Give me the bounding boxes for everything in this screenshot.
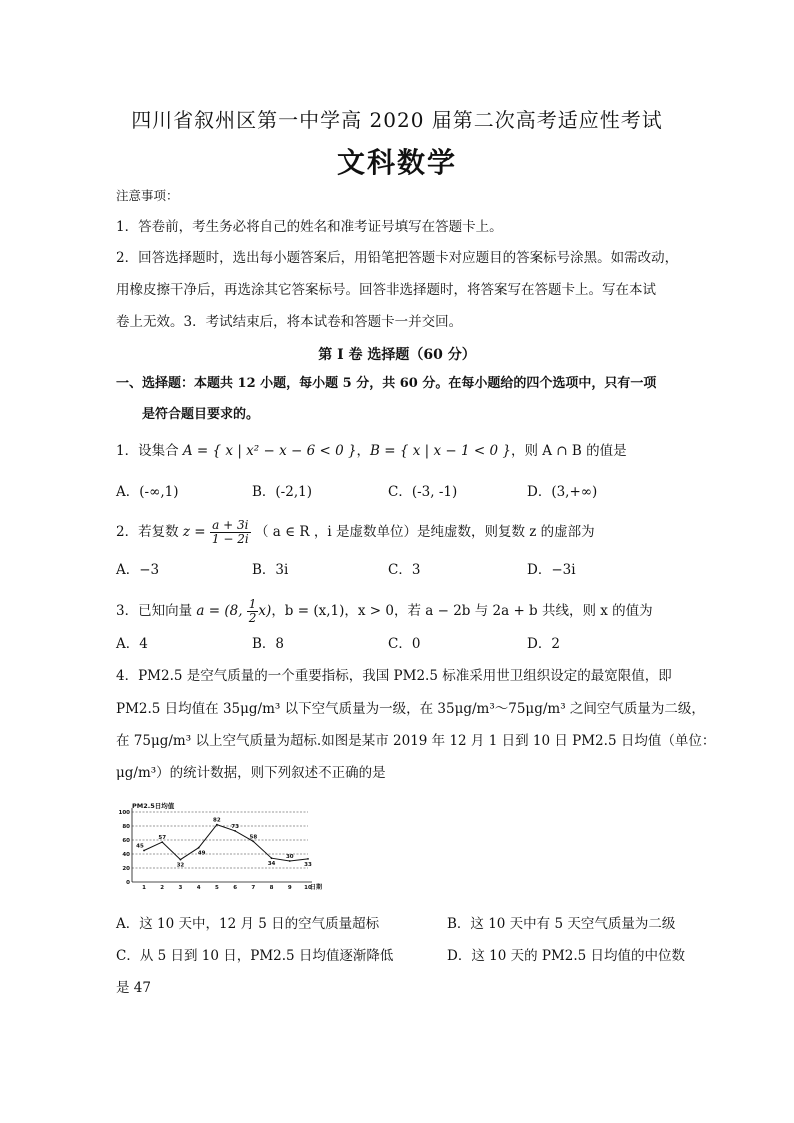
question-1 (116, 442, 627, 460)
x-tick-label: 6 (233, 885, 238, 891)
data-label: 34 (267, 861, 276, 868)
x-tick-label: 7 (251, 885, 256, 891)
data-point (234, 830, 236, 832)
x-tick-label: 4 (196, 885, 201, 891)
x-tick-label: 5 (214, 885, 219, 891)
question-4-line-4: μg/m³）的统计数据，则下列叙述不正确的是 (116, 765, 386, 781)
q2-prefix: 2．若复数 (116, 524, 179, 540)
q4-option-c[interactable]: C．从 5 日到 10 日，PM2.5 日均值逐渐降低 (116, 948, 394, 964)
q2-denominator: 1 − 2i (211, 532, 249, 546)
q1-set-a: A = { x | x² − x − 6 < 0 } (182, 443, 357, 459)
x-tick-label: 3 (178, 885, 183, 891)
data-label: 45 (136, 843, 144, 850)
q2-suffix: （ a ∈ R ，i 是虚数单位）是纯虚数，则复数 z 的虚部为 (255, 524, 595, 540)
section-intro-line-1: 一、选择题：本题共 12 小题，每小题 5 分，共 60 分。在每小题给的四个选项中，只有一项 (116, 376, 657, 391)
y-tick-label: 20 (122, 866, 130, 872)
q1-set-b: B = { x | x − 1 < 0 } (370, 443, 511, 459)
q2-option-a[interactable]: A．−3 (116, 562, 160, 578)
q3-option-a[interactable]: A．4 (116, 636, 148, 652)
q1-option-b[interactable]: B．(-2,1) (252, 484, 312, 500)
data-point (271, 857, 273, 859)
x-tick-label: 1 (142, 885, 146, 891)
data-point (216, 824, 218, 826)
q3-rest: ，b = (x,1)，x > 0，若 a − 2b 与 2a + b 共线，则 x 的值为 (271, 603, 653, 619)
q3-vector-a-end: x) (258, 603, 272, 619)
q2-z: z = (182, 524, 206, 540)
x-tick-label: 8 (269, 885, 274, 891)
y-tick-label: 40 (122, 852, 130, 858)
exam-subject: 文科数学 (336, 146, 457, 179)
q4-option-d[interactable]: D．这 10 天的 PM2.5 日均值的中位数 (447, 948, 686, 964)
q4-option-b[interactable]: B．这 10 天中有 5 天空气质量为二级 (447, 916, 676, 932)
x-tick-label: 9 (287, 885, 292, 891)
notes-heading: 注意事项： (116, 188, 179, 203)
data-point (180, 859, 182, 861)
data-label: 30 (285, 854, 294, 860)
question-2 (116, 519, 595, 546)
note-2-line-1: 2．回答选择题时，选出每小题答案后，用铅笔把答题卡对应题目的答案标号涂黑。如需改动， (116, 250, 679, 266)
q1-suffix: ，则 A ∩ B 的值是 (510, 443, 627, 459)
data-point (198, 847, 200, 849)
q1-separator: ， (356, 443, 371, 459)
section-intro-line-2: 是符合题目要求的。 (142, 407, 260, 422)
q3-prefix: 3．已知向量 (116, 603, 193, 619)
y-tick-label: 0 (126, 880, 130, 886)
note-2-line-3: 卷上无效。3．考试结束后，将本试卷和答题卡一并交回。 (116, 314, 463, 330)
exam-title: 四川省叙州区第一中学高 2020 届第二次高考适应性考试 (131, 108, 663, 132)
data-label: 49 (197, 850, 206, 857)
data-point (252, 841, 254, 843)
data-label: 73 (231, 823, 239, 830)
pm25-line-chart (112, 798, 328, 894)
q2-option-d[interactable]: D．−3i (527, 562, 576, 578)
y-tick-label: 80 (122, 824, 130, 830)
q3-fraction-numerator: 1 (248, 597, 257, 611)
q3-fraction-denominator: 2 (248, 611, 257, 625)
pm25-series-line (144, 825, 308, 861)
chart-x-label: 日期 (310, 884, 323, 891)
note-2-line-2: 用橡皮擦干净后，再选涂其它答案标号。回答非选择题时，将答案写在答题卡上。写在本试 (116, 282, 656, 298)
data-label: 58 (249, 834, 258, 841)
question-4-line-1: 4．PM2.5 是空气质量的一个重要指标，我国 PM2.5 标准采用世卫组织设定的最宽限值，即 (116, 668, 672, 684)
q4-option-a[interactable]: A．这 10 天中，12 月 5 日的空气质量超标 (116, 916, 380, 932)
y-tick-label: 100 (118, 810, 130, 816)
y-tick-label: 60 (122, 838, 130, 844)
data-point (307, 858, 309, 860)
q3-fraction (247, 598, 259, 625)
q2-option-b[interactable]: B．3i (252, 562, 289, 578)
q3-option-d[interactable]: D．2 (527, 636, 560, 652)
data-label: 57 (158, 835, 167, 842)
q3-vector-a: a = (8, (196, 603, 243, 619)
data-label: 32 (176, 862, 185, 869)
q2-option-c[interactable]: C．3 (388, 562, 421, 578)
q1-option-a[interactable]: A．(-∞,1) (116, 484, 179, 500)
q1-option-c[interactable]: C．(-3, -1) (388, 484, 458, 500)
data-point (161, 841, 163, 843)
data-label: 82 (213, 817, 221, 824)
x-tick-label: 2 (160, 885, 165, 891)
q3-option-b[interactable]: B．8 (252, 636, 285, 652)
q1-prefix: 1．设集合 (116, 443, 179, 459)
data-point (289, 860, 291, 862)
q3-option-c[interactable]: C．0 (388, 636, 421, 652)
q2-fraction (210, 519, 251, 546)
question-3 (116, 598, 653, 625)
x-tick-label: 10 (304, 885, 312, 891)
chart-title: PM2.5日均值 (132, 802, 175, 810)
section-title: 第 I 卷 选择题（60 分） (318, 347, 476, 363)
q2-numerator: a + 3i (210, 519, 251, 533)
question-4-line-3: 在 75μg/m³ 以上空气质量为超标.如图是某市 2019 年 12 月 1 日到 10 日 PM2.5 日均值（单位： (116, 733, 716, 749)
data-label: 33 (304, 861, 312, 868)
q4-option-d-continued: 是 47 (116, 980, 151, 996)
q1-option-d[interactable]: D．(3,+∞) (527, 484, 598, 500)
note-1: 1．答卷前，考生务必将自己的姓名和准考证号填写在答题卡上。 (116, 219, 503, 235)
data-point (143, 850, 145, 852)
question-4-line-2: PM2.5 日均值在 35μg/m³ 以下空气质量为一级，在 35μg/m³～75μg/m³ 之间空气质量为二级， (116, 701, 705, 717)
